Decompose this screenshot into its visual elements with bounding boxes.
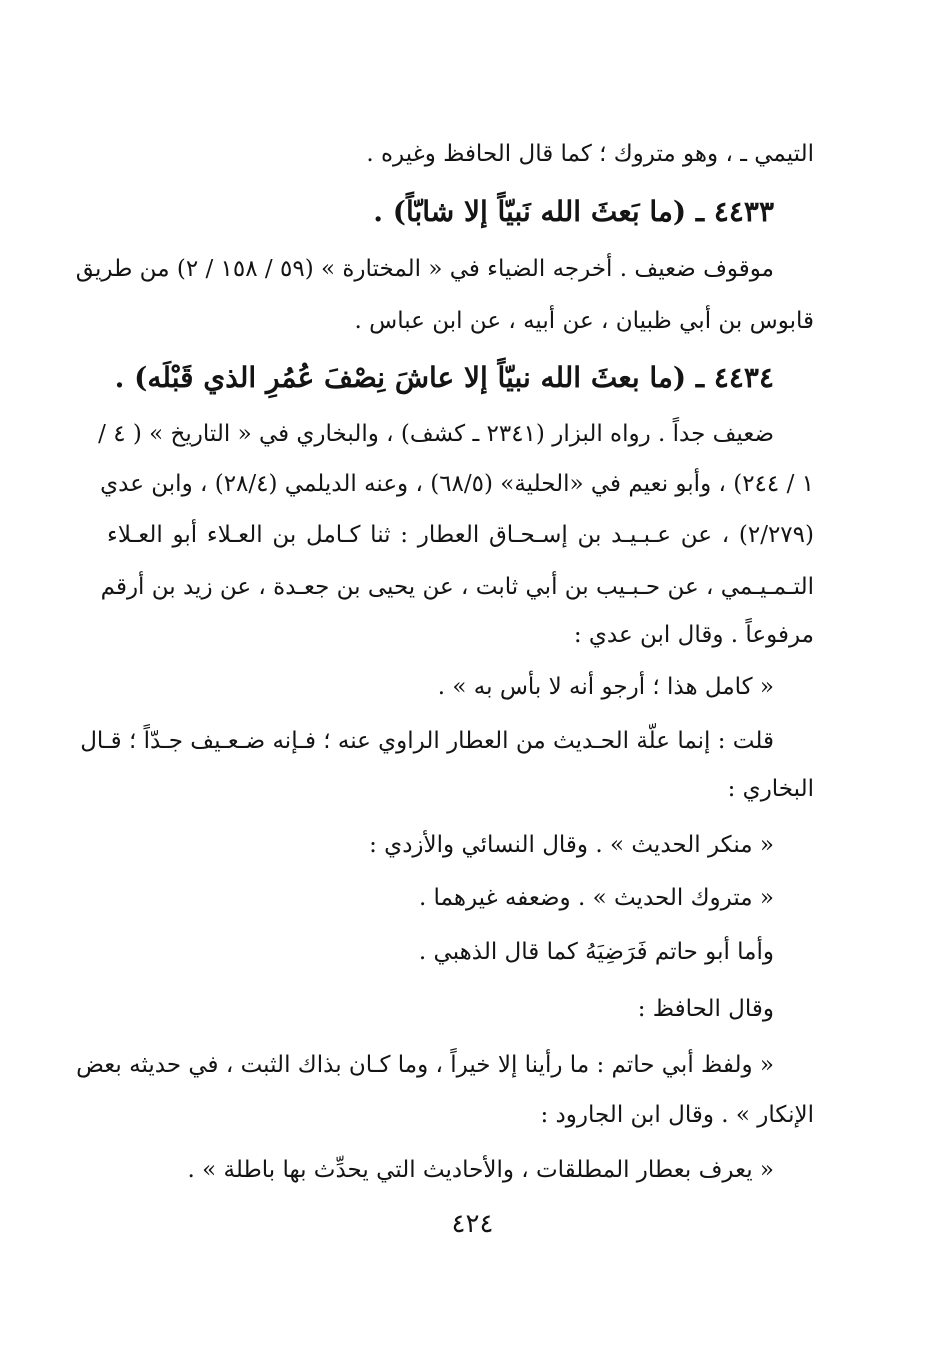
quote-line-18: « ولفظ أبي حاتم : ما رأينا إلا خيراً ، وما كـان بذاك الثبت ، في حديثه بعض [76,1052,774,1078]
quote-line-14: « منكر الحديث » . وقال النسائي والأزدي : [369,832,774,858]
text-line-16: وأما أبو حاتم فَرَضِيَهُ كما قال الذهبي . [418,939,774,965]
quote-line-15: « متروك الحديث » . وضعفه غيرهما . [418,885,774,911]
text-line-7: ١ / ٢٤٤) ، وأبو نعيم في «الحلية» (٦٨/٥) ، وعنه الديلمي (٢٨/٤) ، وابن عدي [100,471,814,497]
text-line-17: وقال الحافظ : [637,996,774,1022]
text-line-3: موقوف ضعيف . أخرجه الضياء في « المختارة » (٥٩ / ١٥٨ / ٢) من طريق [75,256,774,282]
text-line-6: ضعيف جداً . رواه البزار (٢٣٤١ ـ كشف) ، والبخاري في « التاريخ » ( ٤ / [98,421,774,447]
text-line-12: قلت : إنما علّة الحـديث من العطار الراوي عنه ؛ فـإنه ضـعـيف جـدّاً ؛ قـال [80,728,774,754]
quote-line-11: « كامل هذا ؛ أرجو أنه لا بأس به » . [437,674,774,700]
text-line-10: مرفوعاً . وقال ابن عدي : [573,622,814,648]
page-number: ٤٢٤ [451,1209,494,1239]
text-line-1: التيمي ـ ، وهو متروك ؛ كما قال الحافظ وغيره . [366,141,814,167]
text-line-9: التـمـيـمي ، عن حـبـيب بن أبي ثابت ، عن يحيى بن جعـدة ، عن زيد بن أرقم [100,574,814,600]
hadith-heading-4434: ٤٤٣٤ ـ (ما بعثَ الله نبيّاً إلا عاشَ نِصْفَ عُمُرِ الذي قَبْلَه) . [114,361,774,394]
text-line-4: قابوس بن أبي ظبيان ، عن أبيه ، عن ابن عباس . [354,308,814,334]
text-line-13: البخاري : [727,776,814,802]
quote-line-20: « يعرف بعطار المطلقات ، والأحاديث التي يحدِّث بها باطلة » . [187,1157,774,1183]
text-line-19: الإنكار » . وقال ابن الجارود : [540,1102,814,1128]
hadith-heading-4433: ٤٤٣٣ ـ (ما بَعثَ الله نَبيّاً إلا شابّاً) . [373,195,774,228]
text-line-8: (٢/٢٧٩) ، عن عـبـيـد بن إسـحـاق العطار : ثنا كـامل بن العـلاء أبو العـلاء [107,522,814,548]
